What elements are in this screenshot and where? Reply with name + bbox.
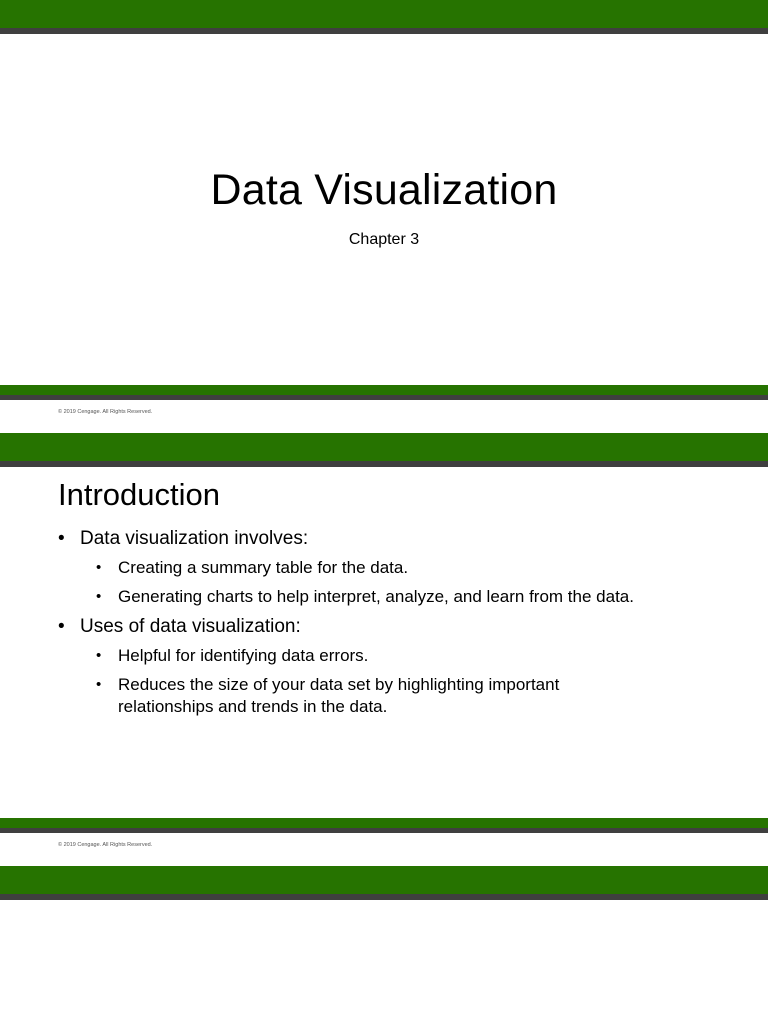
bullet-glyph: • — [96, 676, 102, 693]
top-gray-band — [0, 461, 768, 467]
sub-bullet-text: Reduces the size of your data set by highlighting important relationships and trends in the data. — [118, 675, 560, 716]
slide-heading: Introduction — [58, 477, 220, 512]
sub-bullet-item — [96, 557, 748, 579]
bullet-item — [58, 615, 748, 639]
slide-subtitle-text: Chapter 3 — [348, 231, 420, 248]
top-green-band — [0, 866, 768, 894]
bullet-glyph: • — [58, 528, 65, 549]
bottom-gray-band — [0, 828, 768, 833]
next-slide-partial — [0, 866, 768, 1024]
bottom-green-band — [0, 818, 768, 828]
bullet-list — [58, 527, 748, 725]
sub-bullet-text: Helpful for identifying data errors. — [118, 646, 369, 665]
bullet-glyph: • — [96, 559, 102, 576]
bullet-item — [58, 527, 748, 551]
sub-bullet-item — [96, 674, 638, 718]
sub-bullet-text: Generating charts to help interpret, analyze, and learn from the data. — [118, 587, 634, 606]
bullet-text: Uses of data visualization: — [80, 616, 301, 637]
bullet-group — [58, 615, 748, 718]
top-gray-band — [0, 894, 768, 900]
bottom-gray-band — [0, 395, 768, 400]
slide-title — [0, 0, 768, 433]
bullet-glyph: • — [58, 616, 65, 637]
sub-bullet-text: Creating a summary table for the data. — [118, 558, 409, 577]
top-gray-band — [0, 28, 768, 34]
slide-introduction — [0, 433, 768, 866]
bullet-glyph: • — [96, 647, 102, 664]
sub-bullet-item — [96, 586, 748, 608]
sub-bullet-item — [96, 645, 748, 667]
bullet-group — [58, 527, 748, 608]
top-green-band — [0, 0, 768, 28]
top-green-band — [0, 433, 768, 461]
bullet-text: Data visualization involves: — [80, 528, 309, 549]
bullet-glyph: • — [96, 588, 102, 605]
bottom-green-band — [0, 385, 768, 395]
copyright-footer: © 2019 Cengage. All Rights Reserved. — [58, 842, 153, 848]
slide-title-text: Data Visualization — [210, 166, 558, 214]
copyright-footer: © 2019 Cengage. All Rights Reserved. — [58, 409, 153, 415]
